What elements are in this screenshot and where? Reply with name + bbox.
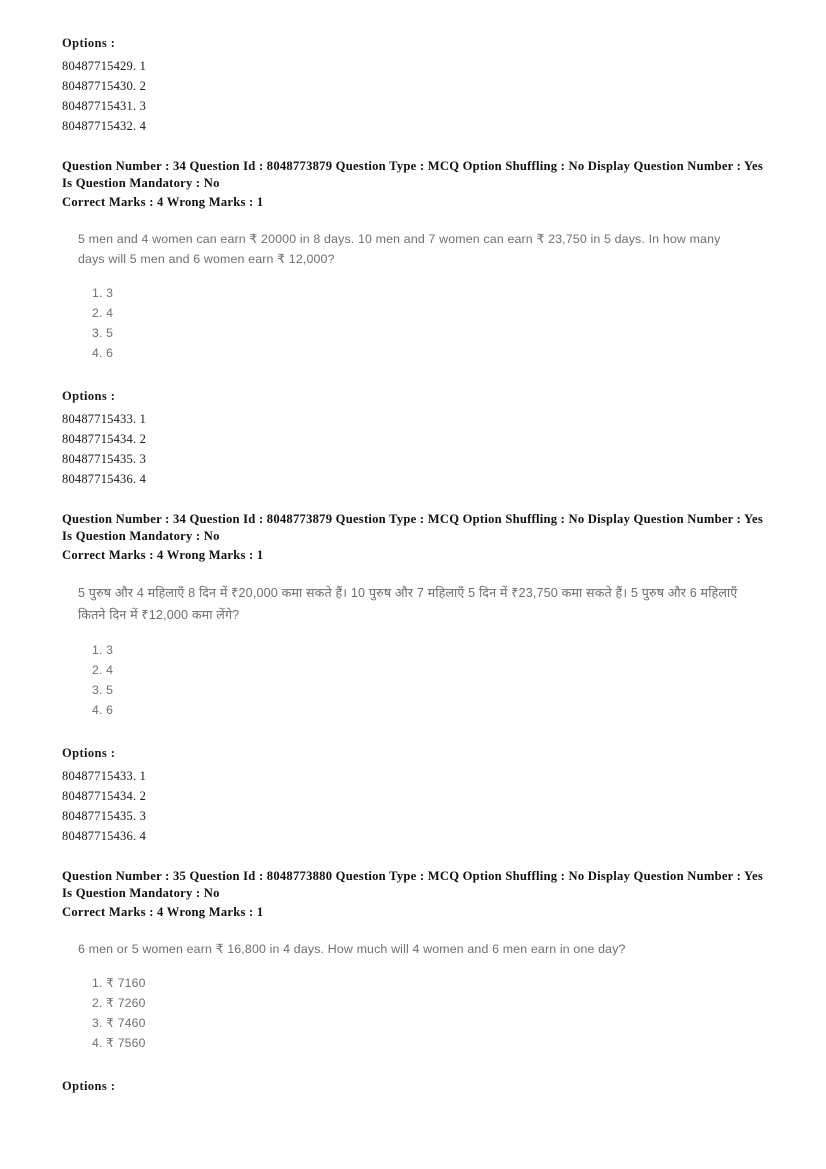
- question-marks: Correct Marks : 4 Wrong Marks : 1: [62, 195, 264, 209]
- choice-item[interactable]: 2. 4: [92, 663, 114, 677]
- question-choices: [92, 640, 740, 720]
- question-body: [78, 582, 768, 720]
- choice-item[interactable]: 1. 3: [92, 643, 114, 657]
- option-id-row: 80487715433. 1: [62, 769, 147, 783]
- choice-item[interactable]: 1. 3: [92, 286, 114, 300]
- spacer: [62, 363, 768, 389]
- question-meta: [62, 511, 768, 564]
- option-id-row: 80487715429. 1: [62, 59, 147, 73]
- question-meta: [62, 158, 768, 211]
- question-text: 5 पुरुष और 4 महिलाएँ 8 दिन में ₹20,000 कमा सकते हैं। 10 पुरुष और 7 महिलाएँ 5 दिन में ₹23,750 कमा सकते हैं। 5 पुरुष और 6 महिलाएँ कितने दिन में ₹12,000 कमा लेंगे?: [78, 586, 738, 622]
- question-body: [78, 939, 768, 1053]
- options-label: Options :: [62, 1079, 116, 1093]
- option-id-row: 80487715434. 2: [62, 432, 147, 446]
- spacer: [62, 720, 768, 746]
- choice-item[interactable]: 3. 5: [92, 683, 114, 697]
- question-meta-line-1: Question Number : 35 Question Id : 8048773880 Question Type : MCQ Option Shuffling : No Display Question Number : Yes: [62, 869, 763, 883]
- choice-item[interactable]: 4. ₹ 7560: [92, 1036, 146, 1050]
- choice-item[interactable]: 3. 5: [92, 326, 114, 340]
- option-id-row: 80487715430. 2: [62, 79, 147, 93]
- choice-item[interactable]: 4. 6: [92, 346, 114, 360]
- question-marks: Correct Marks : 4 Wrong Marks : 1: [62, 905, 264, 919]
- option-id-row: 80487715434. 2: [62, 789, 147, 803]
- options-block: [62, 389, 768, 489]
- question-meta-line-2: Is Question Mandatory : No: [62, 529, 220, 543]
- question-meta-line-2: Is Question Mandatory : No: [62, 886, 220, 900]
- choice-item[interactable]: 2. 4: [92, 306, 114, 320]
- question-marks: Correct Marks : 4 Wrong Marks : 1: [62, 548, 264, 562]
- options-label: Options :: [62, 36, 116, 50]
- question-text: 5 men and 4 women can earn ₹ 20000 in 8 days. 10 men and 7 women can earn ₹ 23,750 in 5 days. In how many days will 5 men and 6 women earn ₹ 12,000?: [78, 232, 721, 266]
- option-id-row: 80487715432. 4: [62, 119, 147, 133]
- spacer: [62, 1053, 768, 1079]
- choice-item[interactable]: 3. ₹ 7460: [92, 1016, 146, 1030]
- question-meta-line-1: Question Number : 34 Question Id : 8048773879 Question Type : MCQ Option Shuffling : No Display Question Number : Yes: [62, 512, 763, 526]
- question-body: [78, 229, 768, 363]
- choice-item[interactable]: 1. ₹ 7160: [92, 976, 146, 990]
- option-id-row: 80487715433. 1: [62, 412, 147, 426]
- option-id-row: 80487715431. 3: [62, 99, 147, 113]
- options-block: [62, 746, 768, 846]
- options-label: Options :: [62, 746, 116, 760]
- options-block: [62, 1079, 768, 1094]
- question-choices: [92, 973, 740, 1053]
- choice-item[interactable]: 2. ₹ 7260: [92, 996, 146, 1010]
- question-meta-line-1: Question Number : 34 Question Id : 8048773879 Question Type : MCQ Option Shuffling : No Display Question Number : Yes: [62, 159, 763, 173]
- question-meta: [62, 868, 768, 921]
- choice-item[interactable]: 4. 6: [92, 703, 114, 717]
- option-id-row: 80487715436. 4: [62, 829, 147, 843]
- options-block: [62, 36, 768, 136]
- question-choices: [92, 283, 740, 363]
- option-id-row: 80487715435. 3: [62, 809, 147, 823]
- question-meta-line-2: Is Question Mandatory : No: [62, 176, 220, 190]
- question-text: 6 men or 5 women earn ₹ 16,800 in 4 days. How much will 4 women and 6 men earn in one day?: [78, 942, 626, 956]
- options-label: Options :: [62, 389, 116, 403]
- option-id-row: 80487715436. 4: [62, 472, 147, 486]
- option-id-row: 80487715435. 3: [62, 452, 147, 466]
